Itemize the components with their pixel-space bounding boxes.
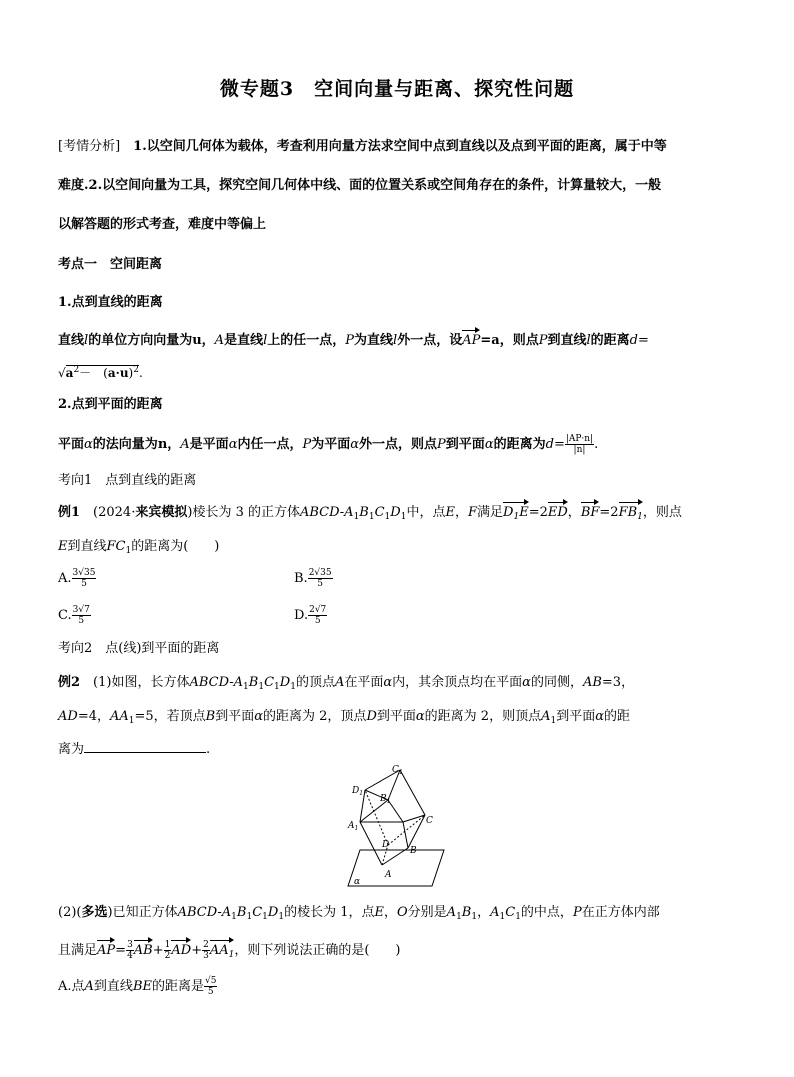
option-c[interactable]: C. $\frac{3√7}{5}$ bbox=[58, 605, 90, 626]
analysis-line-2: 难度.2.以空间向量为工具，探究空间几何体中线、面的位置关系或空间角存在的条件，计算量较大，一般 bbox=[58, 178, 662, 193]
option-d[interactable]: D. $\frac{2√7}{5}$ bbox=[294, 605, 327, 626]
edge-b-b-lower bbox=[403, 822, 408, 848]
example-2-part-2-option-a[interactable]: A.点A到直线BE的距离是 $\frac{√5}{5}$ bbox=[58, 976, 217, 997]
example-1-line-1: 例1 (2024·来宾模拟)棱长为 3 的正方体ABCD-$A_1B_1C_1D_1$中，点E，F满足$D_1E=2ED$，$BF=2FB_1$，则点 bbox=[58, 505, 682, 522]
label-d: D bbox=[382, 840, 390, 850]
subsection-heading-2: 2.点到平面的距离 bbox=[58, 397, 163, 412]
label-alpha: α bbox=[354, 877, 361, 887]
option-b[interactable]: B. $\frac{2√35}{5}$ bbox=[294, 568, 332, 589]
point-plane-definition: 平面α的法向量为n，A是平面α内任一点，P为平面α外一点，则点P到平面α的距离为d= $\frac{|AP\cdot n|}{|n|}$ . bbox=[58, 434, 599, 455]
label-c1: $C_1$ bbox=[392, 765, 403, 776]
option-a[interactable]: A. $\frac{3√35}{5}$ bbox=[58, 568, 96, 589]
direction-2-heading: 考向2 点(线)到平面的距离 bbox=[58, 641, 220, 656]
label-a1: $A_1$ bbox=[348, 821, 359, 832]
edge-a1-a bbox=[360, 822, 382, 865]
edge-c1-c bbox=[400, 770, 425, 815]
example-1-line-2: E到直线$FC_1$的距离为( ) bbox=[58, 539, 220, 556]
analysis-tag: [考情分析] bbox=[58, 139, 121, 154]
page-title: 微专题3 空间向量与距离、探究性问题 bbox=[219, 78, 575, 100]
direction-1-heading: 考向1 点到直线的距离 bbox=[58, 473, 197, 488]
point-line-formula: $√a^2-$ $(a\cdot u)^2$. bbox=[58, 365, 143, 380]
label-a: A bbox=[385, 870, 392, 880]
example-2-line-1: 例2 (1)如图，长方体ABCD-$A_1B_1C_1D_1$的顶点A在平面α内，其余顶点均在平面α的同侧，AB=3， bbox=[58, 675, 635, 692]
analysis-line-3: 以解答题的形式考查，难度中等偏上 bbox=[58, 217, 267, 232]
label-c: C bbox=[426, 816, 433, 826]
subsection-heading-1: 1.点到直线的距离 bbox=[58, 295, 163, 310]
label-d1: $D_1$ bbox=[352, 786, 364, 797]
answer-blank[interactable] bbox=[84, 740, 206, 753]
example-2-line-2: AD=4，$AA_1=5$，若顶点B到平面α的距离为 2，顶点D到平面α的距离为 2，则顶点$A_1$到平面α的距 bbox=[58, 709, 631, 726]
example-2-line-3: 离为 . bbox=[58, 742, 211, 757]
analysis-line-1: [考情分析] 1.以空间几何体为载体，考查利用向量方法求空间中点到直线以及点到平面的距离，属于中等 bbox=[58, 139, 667, 154]
edge-a-b bbox=[382, 848, 408, 865]
example-2-part-2-line-2: 且满足AP= $\frac{3}{4}$ AB+ $\frac{1}{2}$ AD+ $\frac{2}{3}$ $AA_1$，则下列说法正确的是( ) bbox=[58, 940, 401, 961]
point-line-definition: 直线l的单位方向向量为u，A是直线l上的任一点，P为直线l外一点，设AP=a，则点P到直线l的距离d= bbox=[58, 333, 649, 348]
cuboid-figure bbox=[340, 760, 460, 892]
section-heading: 考点一 空间距离 bbox=[58, 257, 163, 272]
label-b: B bbox=[410, 846, 417, 856]
example-2-part-2-line-1: (2)(多选)已知正方体ABCD-$A_1B_1C_1D_1$的棱长为 1，点E，O分别是$A_1B_1$，$A_1C_1$的中点，P在正方体内部 bbox=[58, 905, 660, 922]
label-b1: $B_1$ bbox=[380, 794, 391, 805]
